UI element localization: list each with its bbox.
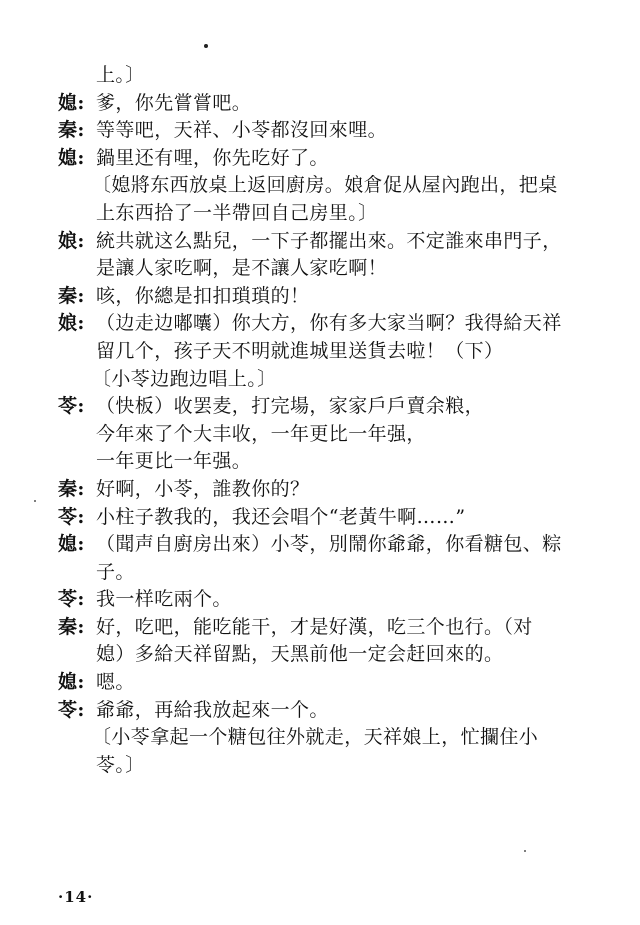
stage-direction — [0, 724, 640, 752]
speaker-label: 娘: — [58, 229, 85, 252]
line-text: 子。 — [96, 560, 135, 583]
dialogue-line — [0, 476, 640, 504]
line-text: 嗯。 — [96, 671, 135, 694]
page-number: ·14· — [58, 888, 94, 906]
continuation-line — [0, 338, 640, 366]
line-text: 上东西拾了一半帶回自己房里。〕 — [96, 201, 378, 224]
dialogue-line — [0, 310, 640, 338]
continuation-line — [0, 421, 640, 449]
line-text: 〔小苓边跑边唱上。〕 — [92, 367, 277, 390]
continuation-line — [0, 559, 640, 587]
dialogue-line — [0, 117, 640, 145]
continuation-line — [0, 62, 640, 90]
line-text: 統共就这么點兒，一下子都擺出來。不定誰來串門子， — [96, 229, 562, 252]
line-text: 一年更比一年强。 — [96, 450, 252, 473]
line-text: 好啊，小苓，誰教你的？ — [96, 477, 310, 500]
dialogue-line — [0, 228, 640, 256]
line-text: 苓。〕 — [96, 753, 145, 776]
continuation-line — [0, 200, 640, 228]
speaker-label: 苓: — [58, 505, 85, 528]
line-text: 鍋里还有哩，你先吃好了。 — [96, 146, 329, 169]
line-text: 媳）多給天祥留點，天黑前他一定会赶回來的。 — [96, 643, 504, 666]
dialogue-line — [0, 90, 640, 118]
line-text: 留几个，孩子天不明就進城里送貨去啦！（下） — [96, 339, 504, 362]
continuation-line — [0, 752, 640, 780]
dialogue-line — [0, 697, 640, 725]
dialogue-line — [0, 614, 640, 642]
line-text: （聞声自廚房出來）小苓，別鬧你爺爺，你看糖包、粽 — [96, 533, 562, 556]
script-body — [0, 62, 640, 779]
dialogue-line — [0, 531, 640, 559]
speaker-label: 苓: — [58, 588, 85, 611]
continuation-line — [0, 255, 640, 283]
speaker-label: 媳: — [58, 91, 85, 114]
continuation-line — [0, 448, 640, 476]
line-text: 我一样吃兩个。 — [96, 588, 232, 611]
line-text: 〔小苓拿起一个糖包往外就走，天祥娘上，忙攔住小 — [92, 726, 539, 749]
line-text: 咳，你總是扣扣瑣瑣的！ — [96, 284, 310, 307]
speaker-label: 秦: — [58, 119, 85, 142]
speaker-label: 秦: — [58, 477, 85, 500]
speaker-label: 媳: — [58, 146, 85, 169]
line-text: 上。〕 — [96, 64, 145, 86]
dialogue-line — [0, 669, 640, 697]
dialogue-line — [0, 283, 640, 311]
line-text: 是讓人家吃啊，是不讓人家吃啊！ — [96, 257, 388, 280]
ink-speck — [524, 850, 526, 852]
speaker-label: 媳: — [58, 533, 85, 556]
stage-direction — [0, 366, 640, 394]
line-text: 小柱子教我的，我还会唱个“老黃牛啊……” — [96, 505, 466, 528]
speaker-label: 媳: — [58, 671, 85, 694]
dialogue-line — [0, 504, 640, 532]
speaker-label: 苓: — [58, 395, 85, 418]
continuation-line — [0, 641, 640, 669]
line-text: 今年來了个大丰收，一年更比一年强， — [96, 422, 426, 445]
speaker-label: 苓: — [58, 698, 85, 721]
dialogue-line — [0, 586, 640, 614]
line-text: 爹，你先嘗嘗吧。 — [96, 91, 252, 114]
line-text: 爺爺，再給我放起來一个。 — [96, 698, 329, 721]
speaker-label: 秦: — [58, 284, 85, 307]
dialogue-line — [0, 145, 640, 173]
line-text: （快板）收罢麦，打完場，家家戶戶賣余粮， — [96, 395, 485, 418]
speaker-label: 秦: — [58, 615, 85, 638]
line-text: 〔媳將东西放桌上返回廚房。娘倉促从屋內跑出，把桌 — [92, 174, 558, 197]
dialogue-line — [0, 393, 640, 421]
line-text: （边走边嘟囔）你大方，你有多大家当啊？我得給天祥 — [96, 312, 562, 335]
stage-direction — [0, 172, 640, 200]
ink-dot — [204, 44, 208, 48]
line-text: 好，吃吧，能吃能干，才是好漢，吃三个也行。（对 — [96, 615, 533, 638]
speaker-label: 娘: — [58, 312, 85, 335]
line-text: 等等吧，天祥、小苓都沒回來哩。 — [96, 119, 388, 142]
